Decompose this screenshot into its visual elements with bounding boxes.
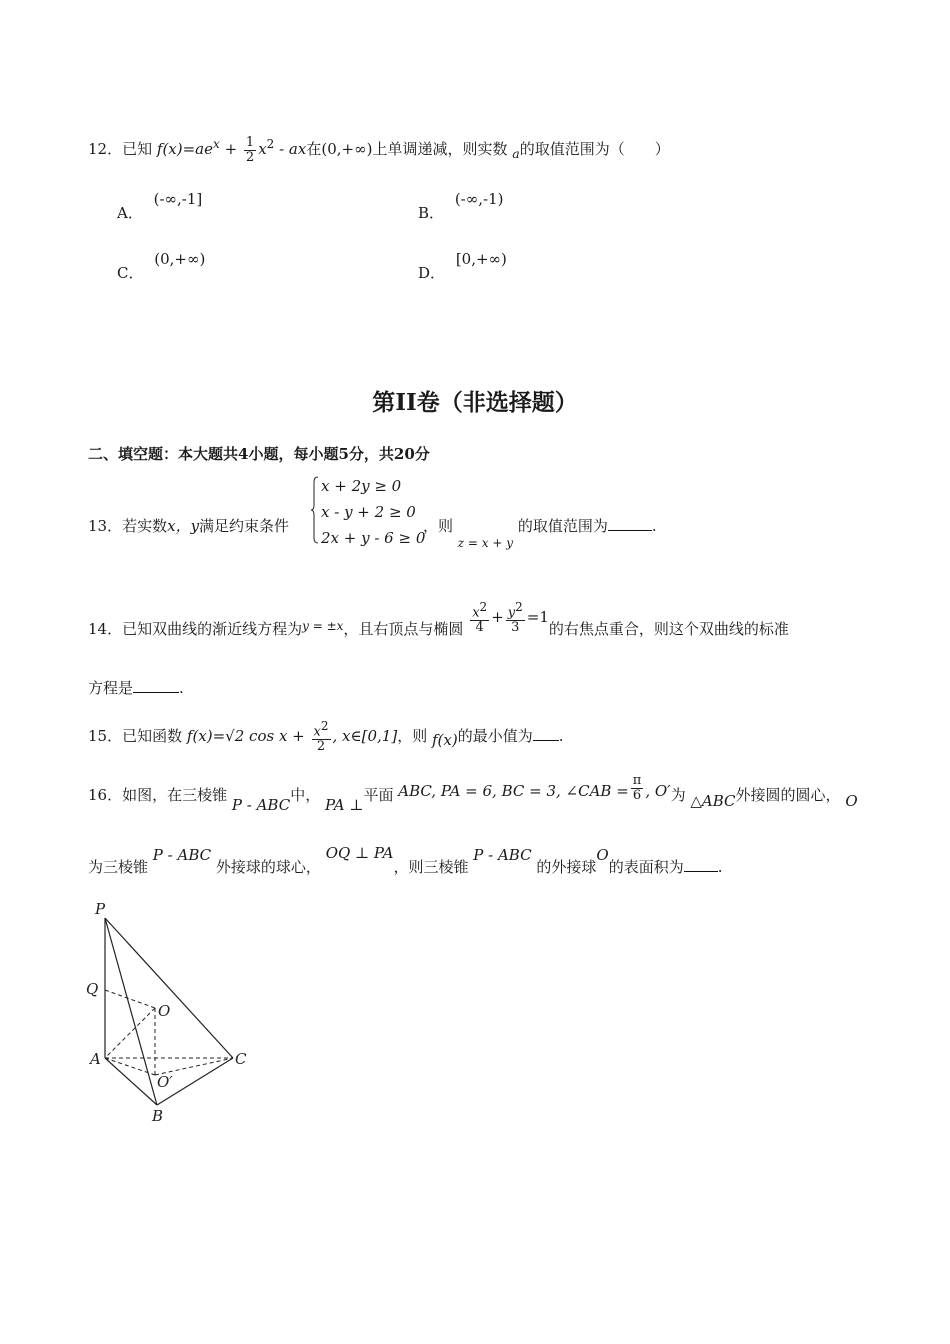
q15-number: 15． [88,726,123,745]
q12-option-a[interactable] [117,188,203,222]
q12-var-a: a [512,146,520,162]
q16-plane: 平面 [363,786,394,805]
q14-frac-y: $\frac{y^2}{3}$ [507,600,523,635]
q12-option-d[interactable] [418,248,507,282]
q12-plus: + [224,140,238,159]
q16-end: . [717,858,723,876]
option-d-label: D． [418,264,446,282]
q14-line1 [88,600,789,647]
q12-sq: 2 [266,137,275,152]
q12-intro: 已知 [122,140,153,159]
q16-zhong: 中， [290,786,321,805]
q12-tail: 的取值范围为（ ） [519,140,670,159]
q14-intro: 已知双曲线的渐近线方程为 [122,619,303,638]
label-P: P [95,900,106,918]
q12-line [88,136,670,164]
q13-number: 13． [88,517,123,535]
q15-end: . [558,726,564,745]
q14-mid: ，且右顶点与椭圆 [343,619,464,638]
q16-number: 16． [88,786,123,805]
q16-intro: 如图，在三棱锥 [122,786,228,805]
q15-tail: 的最小值为 [457,726,533,745]
pyramid-figure [80,895,280,1135]
q16-cond: ABC, PA = 6, BC = 3, ∠CAB = [398,782,629,801]
q14-line2 [88,677,184,698]
q13-answer-blank[interactable] [608,529,652,531]
q12-text: 上单调递减，则实数 [372,140,508,159]
q16-line2-b: 外接球的球心， [215,858,321,876]
option-d-value: [0,+∞) [455,250,507,268]
q15-domain: , x∈[0,1] [332,726,398,745]
q12-option-c[interactable] [117,248,206,282]
q12-option-b[interactable] [418,188,504,222]
q13-text: 满足约束条件 [199,517,290,535]
q16-line2-a: 为三棱锥 [88,858,149,876]
q16-line2 [88,844,723,877]
label-C: C [235,1050,247,1068]
q16-oq: OQ ⊥ PA [325,844,394,862]
label-O: O [158,1002,171,1020]
q16-pabc3: P - ABC [473,846,532,864]
q12-minus-ax: - ax [279,140,307,159]
q12-number: 12． [88,140,123,159]
q16-circ: 外接圆的圆心， [735,786,841,805]
q12-exp-x: x [213,137,220,152]
constraint-2: x - y + 2 ≥ 0 [321,503,416,521]
q14-number: 14． [88,619,123,638]
q15-func: f(x)=√2 cos x + [186,726,305,745]
segment-OA [105,1008,155,1058]
q13-then: ，则 [423,517,454,535]
q14-end: . [179,679,184,697]
option-a-value: (-∞,-1] [153,190,203,208]
q15-then: ，则 [397,726,428,745]
q13-expr: z = x + y [457,536,514,550]
q16-answer-blank[interactable] [684,870,718,872]
q16-o2: O [596,846,609,864]
q16-line2-d: 的外接球 [536,858,597,876]
q14-asym: y = ±x [302,618,344,633]
q16-line1 [88,773,858,815]
label-A: A [90,1050,101,1068]
q12-x2: x [258,140,267,159]
q15-answer-blank[interactable] [533,739,559,741]
q16-line2-c: ，则三棱锥 [393,858,469,876]
q13-constraint-system [311,476,426,548]
q14-answer-blank[interactable] [133,691,179,693]
option-b-label: B． [418,204,445,222]
q15-intro: 已知函数 [122,726,183,745]
label-Q: Q [86,980,99,998]
q13-vars: x，y [167,517,200,535]
constraint-3: 2x + y - 6 ≥ 0 [321,529,426,547]
q15-frac: $\frac{x^2}{2}$ [313,719,329,754]
q16-pi-frac: $\frac{\pi}{6}$ [632,773,642,803]
edge-AB [105,1058,157,1105]
q14-tail: 的右焦点重合，则这个双曲线的标准 [548,619,789,638]
q13-tail: 的取值范围为 [517,517,608,535]
q12-half: $\frac{1}{2}$ [245,135,255,165]
part2-title: 第II卷（非选择题） [372,389,578,416]
segment-QO [105,990,155,1008]
q16-pabc2: P - ABC [152,846,212,864]
option-c-label: C． [117,264,144,282]
q12-zai: 在 [306,140,322,159]
q16-pa-perp: PA ⊥ [325,796,364,815]
label-B: B [152,1107,164,1125]
q13-line [88,515,289,536]
q13-intro: 若实数 [122,517,168,535]
q16-oprime: , O′ [645,782,671,801]
q15-fx: f(x) [431,730,458,749]
q15-line [88,720,564,754]
option-c-value: (0,+∞) [154,250,206,268]
q14-plus: + [491,607,504,626]
q16-line2-e: 的表面积为 [608,858,684,876]
q12-interval: (0,+∞) [321,140,373,159]
q14-eq: =1 [526,607,549,626]
q16-o: O [845,792,858,811]
q16-wei: 为 [670,786,686,805]
q14-frac-x: $\frac{x^2}{4}$ [472,600,488,635]
q13-line-tail [423,515,657,550]
option-a-label: A． [117,204,143,222]
q16-pabc: P - ABC [231,796,291,815]
option-b-value: (-∞,-1) [454,190,504,208]
q13-end: . [651,517,657,535]
label-Oprime: O′ [157,1073,173,1091]
q16-tri: △ABC [690,792,736,811]
section-heading: 二、填空题：本大题共4小题，每小题5分，共20分 [88,445,430,463]
left-brace-icon [311,476,319,544]
q14-line2-text: 方程是 [88,679,134,697]
segment-AOprime [105,1058,155,1075]
q12-func: f(x)=ae [156,140,213,159]
constraint-1: x + 2y ≥ 0 [321,477,402,495]
